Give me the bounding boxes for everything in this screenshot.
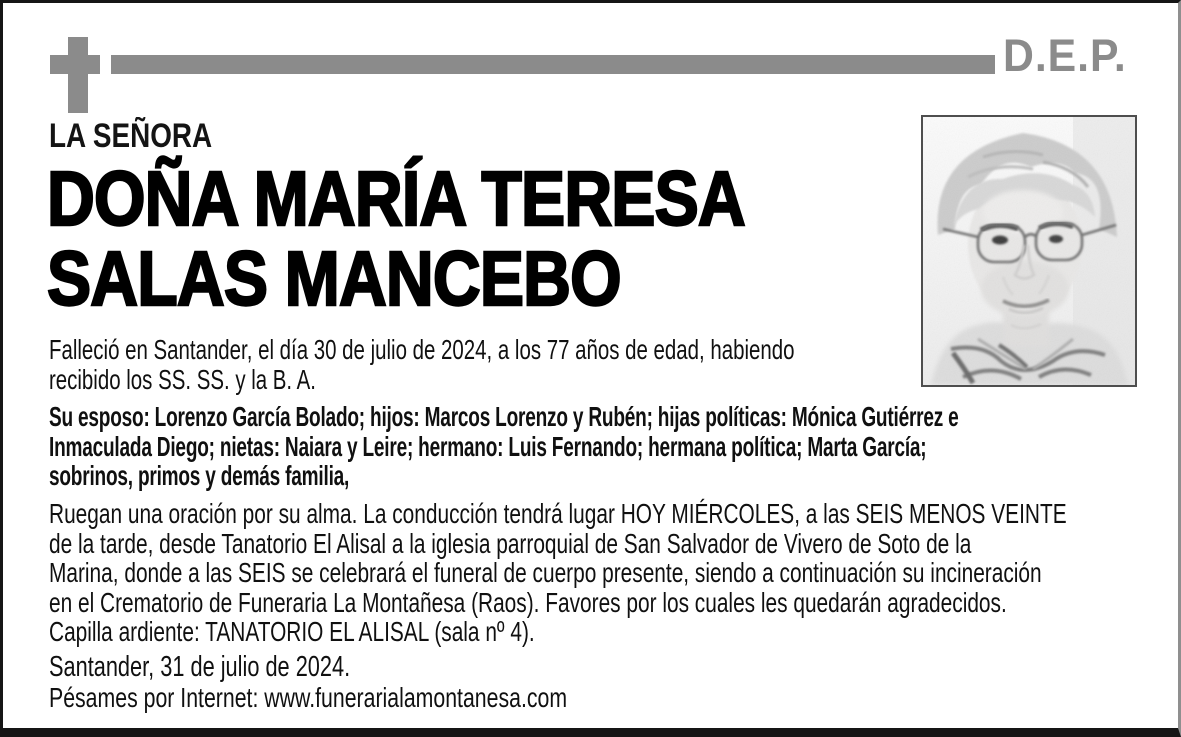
cross-icon-horizontal-bar: [50, 55, 100, 74]
place-and-date: Santander, 31 de julio de 2024.: [49, 651, 351, 683]
cross-icon-vertical-bar: [68, 37, 88, 113]
header-rule: [111, 55, 995, 74]
dep-abbreviation: D.E.P.: [1003, 30, 1127, 81]
honorific: LA SEÑORA: [49, 117, 213, 155]
deceased-photo: [921, 115, 1137, 387]
deceased-name: DOÑA MARÍA TERESA SALAS MANCEBO: [47, 156, 745, 322]
funeral-details: Ruegan una oración por su alma. La conducción tendrá lugar HOY MIÉRCOLES, a las SEIS MENOS VEINTE de la tarde, desde Tanatorio El Alisal a la iglesia parroquial de San Salvador de Vivero de Soto de la Marina, donde a las SEIS se celebrará el funeral de cuerpo presente, siendo a continuación su incineración en el Crematorio de Funeraria La Montañesa (Raos). Favores por los cuales les quedarán agradecidos. Capilla ardiente: TANATORIO EL ALISAL (sala nº 4).: [49, 498, 1067, 647]
death-announcement: Falleció en Santander, el día 30 de julio de 2024, a los 77 años de edad, habiendo recibido los SS. SS. y la B. A.: [49, 334, 795, 395]
deceased-portrait-illustration: [923, 117, 1135, 385]
online-condolences: Pésames por Internet: www.funerarialamontanesa.com: [49, 682, 568, 713]
family-list: Su esposo: Lorenzo García Bolado; hijos: Marcos Lorenzo y Rubén; hijas políticas: Mónica Gutiérrez e Inmaculada Diego; nietas: Naiara y Leire; hermano: Luis Fernando; hermana política; Marta García; sobrinos, primos y demás familia,: [49, 401, 959, 491]
